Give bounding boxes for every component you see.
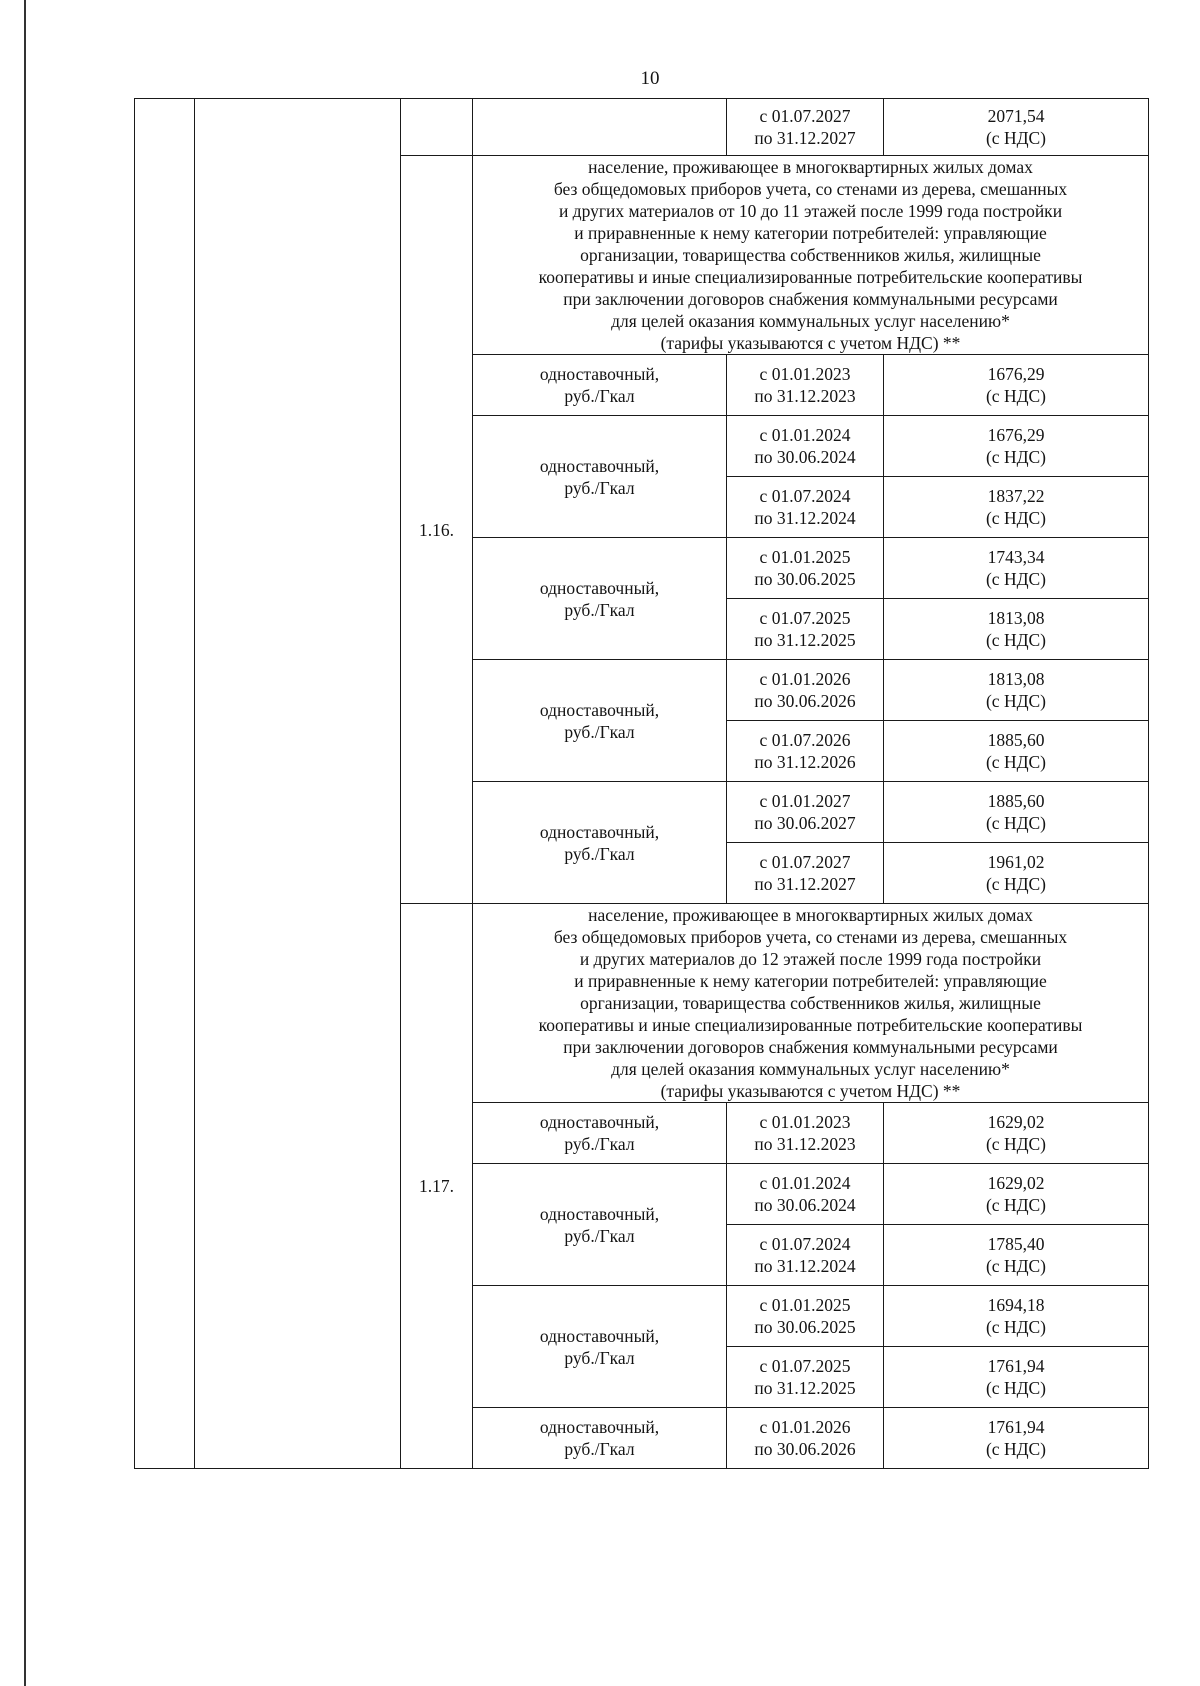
table-row [135, 99, 1149, 156]
period-cell [727, 1347, 884, 1408]
value-cell [884, 99, 1149, 156]
description-line: население, проживающее в многоквартирных жилых домах [588, 157, 1033, 177]
tariff-type-cell [473, 355, 727, 416]
period-from: с 01.07.2027 [759, 852, 851, 872]
tariff-type-cell [473, 782, 727, 904]
period-to: по 31.12.2024 [754, 508, 856, 528]
period-from: с 01.07.2025 [759, 1356, 851, 1376]
tariff-unit: руб./Гкал [564, 1225, 635, 1246]
tariff-unit: руб./Гкал [564, 1347, 635, 1368]
tariff-value: 1743,34 [987, 547, 1045, 567]
tariff-value: 1885,60 [987, 730, 1045, 750]
vat-note: (с НДС) [985, 1195, 1047, 1215]
description-line: (тарифы указываются с учетом НДС) ** [660, 1081, 961, 1101]
tariff-value: 1813,08 [987, 669, 1045, 689]
vat-note: (с НДС) [985, 691, 1047, 711]
description-line: кооперативы и иные специализированные потребительские кооперативы [538, 267, 1083, 287]
vat-note: (с НДС) [985, 1439, 1047, 1459]
tariff-value: 1629,02 [987, 1112, 1045, 1132]
period-cell [727, 538, 884, 599]
tariff-type-cell [473, 1103, 727, 1164]
tariff-table [134, 98, 1149, 1469]
period-from: с 01.01.2023 [759, 364, 851, 384]
period-cell [727, 782, 884, 843]
description-line: для целей оказания коммунальных услуг населению* [611, 311, 1010, 331]
value-cell [884, 538, 1149, 599]
description-line: кооперативы и иные специализированные потребительские кооперативы [538, 1015, 1083, 1035]
period-from: с 01.07.2024 [759, 1234, 851, 1254]
description-line: и других материалов от 10 до 11 этажей после 1999 года постройки [558, 201, 1063, 221]
period-from: с 01.01.2025 [759, 1295, 851, 1315]
description-line: без общедомовых приборов учета, со стенами из дерева, смешанных [553, 927, 1068, 947]
period-from: с 01.01.2024 [759, 1173, 851, 1193]
vat-note: (с НДС) [985, 447, 1047, 467]
period-cell [727, 1164, 884, 1225]
value-cell [884, 1164, 1149, 1225]
tariff-value: 1676,29 [987, 364, 1045, 384]
vat-note: (с НДС) [985, 508, 1047, 528]
vat-note: (с НДС) [985, 630, 1047, 650]
page-number: 10 [640, 68, 660, 89]
description-line: при заключении договоров снабжения коммунальными ресурсами [563, 1037, 1058, 1057]
page-left-border [24, 0, 26, 1686]
period-cell [727, 99, 884, 156]
period-from: с 01.01.2024 [759, 425, 851, 445]
description-line: и приравненные к нему категории потребителей: управляющие [574, 971, 1047, 991]
tariff-type: одноставочный, [539, 699, 660, 720]
value-cell [884, 721, 1149, 782]
period-from: с 01.07.2027 [759, 106, 851, 126]
vat-note: (с НДС) [985, 1317, 1047, 1337]
period-cell [727, 1225, 884, 1286]
period-from: с 01.01.2025 [759, 547, 851, 567]
value-cell [884, 1225, 1149, 1286]
tariff-type: одноставочный, [539, 821, 660, 842]
vat-note: (с НДС) [985, 752, 1047, 772]
value-cell [884, 355, 1149, 416]
period-to: по 31.12.2024 [754, 1256, 856, 1276]
empty-cell-col3 [401, 99, 473, 156]
tariff-unit: руб./Гкал [564, 477, 635, 498]
tariff-value: 1961,02 [987, 852, 1045, 872]
period-cell [727, 599, 884, 660]
section-number: 1.17. [401, 904, 473, 1469]
value-cell [884, 477, 1149, 538]
period-from: с 01.07.2026 [759, 730, 851, 750]
period-cell [727, 1103, 884, 1164]
tariff-type-cell [473, 1408, 727, 1469]
description-line: и других материалов до 12 этажей после 1999 года постройки [579, 949, 1042, 969]
period-from: с 01.01.2027 [759, 791, 851, 811]
period-cell [727, 416, 884, 477]
value-cell [884, 1408, 1149, 1469]
period-cell [727, 721, 884, 782]
tariff-unit: руб./Гкал [564, 599, 635, 620]
empty-cell-col2 [195, 99, 401, 1469]
period-cell [727, 355, 884, 416]
period-to: по 31.12.2025 [754, 630, 856, 650]
vat-note: (с НДС) [985, 1256, 1047, 1276]
vat-note: (с НДС) [985, 1378, 1047, 1398]
period-to: по 30.06.2024 [754, 447, 856, 467]
description-line: для целей оказания коммунальных услуг населению* [611, 1059, 1010, 1079]
tariff-value: 1813,08 [987, 608, 1045, 628]
tariff-value: 1761,94 [987, 1417, 1045, 1437]
tariff-unit: руб./Гкал [564, 721, 635, 742]
description-line: организации, товарищества собственников жилья, жилищные [580, 993, 1041, 1013]
section-number: 1.16. [401, 156, 473, 904]
vat-note: (с НДС) [985, 1134, 1047, 1154]
tariff-type-cell [473, 660, 727, 782]
value-cell [884, 660, 1149, 721]
period-to: по 31.12.2023 [754, 386, 856, 406]
period-to: по 31.12.2027 [754, 874, 856, 894]
tariff-value: 1885,60 [987, 791, 1045, 811]
description-line: организации, товарищества собственников жилья, жилищные [580, 245, 1041, 265]
section-description [473, 904, 1149, 1103]
value-cell [884, 1103, 1149, 1164]
period-from: с 01.01.2026 [759, 669, 851, 689]
description-line: население, проживающее в многоквартирных жилых домах [588, 905, 1033, 925]
tariff-type: одноставочный, [539, 577, 660, 598]
period-from: с 01.07.2025 [759, 608, 851, 628]
period-from: с 01.01.2026 [759, 1417, 851, 1437]
tariff-value: 2071,54 [987, 106, 1045, 126]
tariff-unit: руб./Гкал [564, 1439, 635, 1459]
period-cell [727, 477, 884, 538]
period-to: по 30.06.2027 [754, 813, 856, 833]
vat-note: (с НДС) [985, 386, 1047, 406]
vat-note: (с НДС) [985, 128, 1047, 148]
vat-note: (с НДС) [985, 569, 1047, 589]
tariff-unit: руб./Гкал [564, 843, 635, 864]
tariff-type: одноставочный, [539, 1112, 660, 1132]
value-cell [884, 843, 1149, 904]
period-cell [727, 1408, 884, 1469]
vat-note: (с НДС) [985, 874, 1047, 894]
period-from: с 01.01.2023 [759, 1112, 851, 1132]
tariff-unit: руб./Гкал [564, 386, 635, 406]
tariff-value: 1676,29 [987, 425, 1045, 445]
period-from: с 01.07.2024 [759, 486, 851, 506]
description-line: без общедомовых приборов учета, со стенами из дерева, смешанных [553, 179, 1068, 199]
period-to: по 31.12.2026 [754, 752, 856, 772]
value-cell [884, 416, 1149, 477]
vat-note: (с НДС) [985, 813, 1047, 833]
value-cell [884, 782, 1149, 843]
tariff-table-body [135, 99, 1149, 1469]
period-to: по 31.12.2023 [754, 1134, 856, 1154]
tariff-unit: руб./Гкал [564, 1134, 635, 1154]
period-to: по 31.12.2025 [754, 1378, 856, 1398]
empty-cell-col4 [473, 99, 727, 156]
tariff-value: 1837,22 [987, 486, 1045, 506]
period-cell [727, 843, 884, 904]
value-cell [884, 599, 1149, 660]
period-to: по 30.06.2025 [754, 1317, 856, 1337]
tariff-type-cell [473, 1286, 727, 1408]
tariff-value: 1694,18 [987, 1295, 1045, 1315]
tariff-type-cell [473, 538, 727, 660]
period-to: по 30.06.2026 [754, 1439, 856, 1459]
value-cell [884, 1347, 1149, 1408]
period-to: по 30.06.2025 [754, 569, 856, 589]
section-description [473, 156, 1149, 355]
period-to: по 30.06.2024 [754, 1195, 856, 1215]
period-cell [727, 1286, 884, 1347]
period-cell [727, 660, 884, 721]
tariff-type: одноставочный, [539, 364, 660, 384]
period-to: по 30.06.2026 [754, 691, 856, 711]
description-line: и приравненные к нему категории потребителей: управляющие [574, 223, 1047, 243]
tariff-type: одноставочный, [539, 1325, 660, 1346]
tariff-value: 1785,40 [987, 1234, 1045, 1254]
tariff-type: одноставочный, [539, 1417, 660, 1437]
description-line: при заключении договоров снабжения коммунальными ресурсами [563, 289, 1058, 309]
empty-cell-col1 [135, 99, 195, 1469]
tariff-type: одноставочный, [539, 1203, 660, 1224]
tariff-value: 1761,94 [987, 1356, 1045, 1376]
tariff-type-cell [473, 1164, 727, 1286]
tariff-value: 1629,02 [987, 1173, 1045, 1193]
period-to: по 31.12.2027 [754, 128, 856, 148]
tariff-type-cell [473, 416, 727, 538]
tariff-type: одноставочный, [539, 455, 660, 476]
value-cell [884, 1286, 1149, 1347]
description-line: (тарифы указываются с учетом НДС) ** [660, 333, 961, 353]
